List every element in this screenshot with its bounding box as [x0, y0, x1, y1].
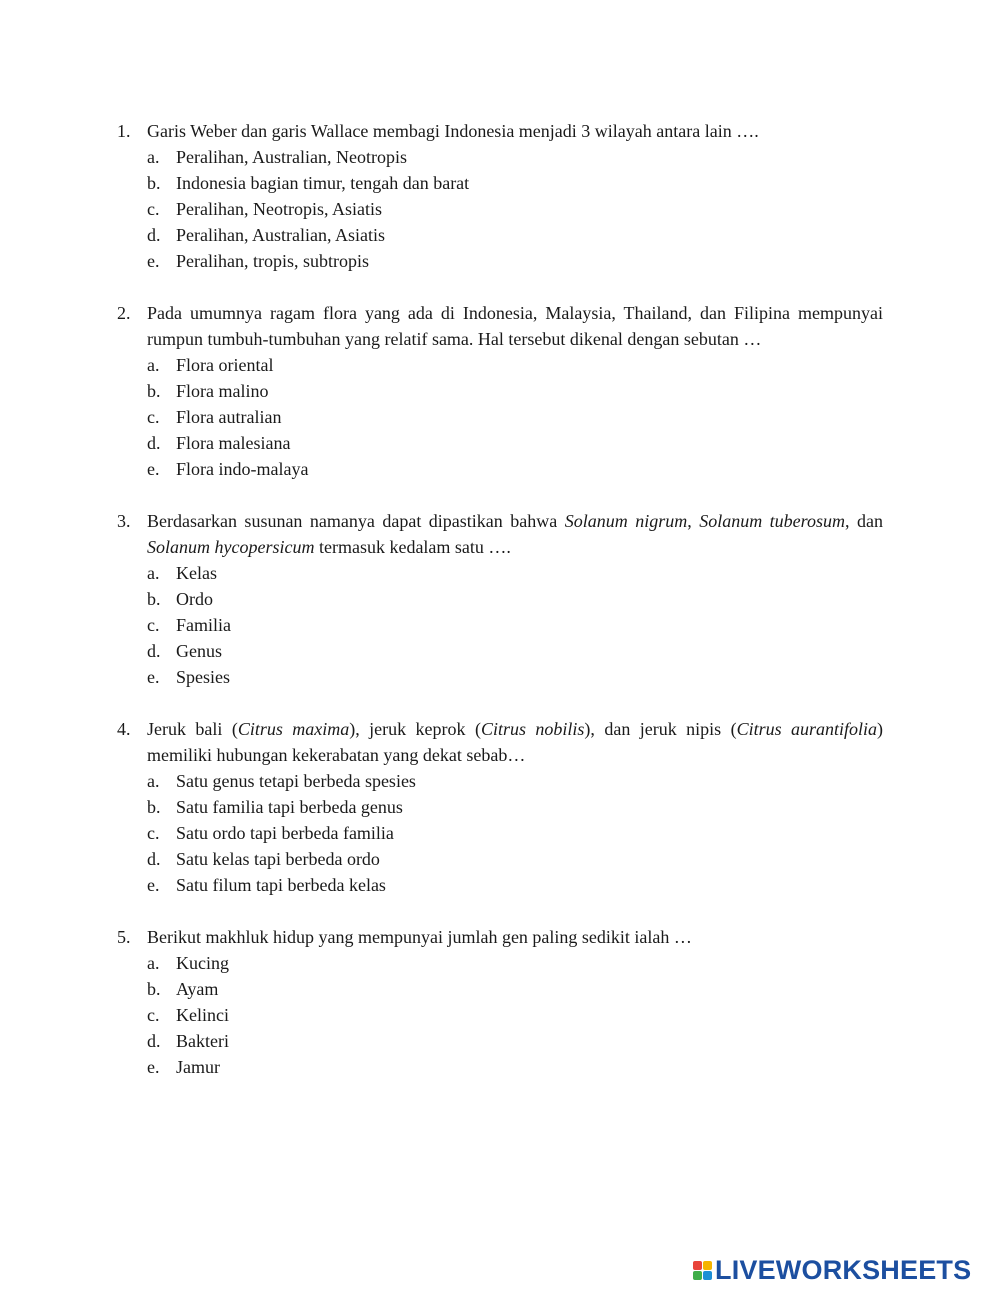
option-text: Ayam: [176, 979, 219, 999]
question-text-part: ,: [687, 511, 700, 531]
answer-options: [117, 560, 883, 690]
logo-text: LIVEWORKSHEETS: [715, 1255, 972, 1285]
option-text: Kelinci: [176, 1005, 229, 1025]
answer-option[interactable]: [117, 872, 883, 898]
question-row: [117, 300, 883, 352]
question-text: [147, 716, 883, 768]
answer-option[interactable]: [117, 456, 883, 482]
answer-option[interactable]: [117, 586, 883, 612]
answer-option[interactable]: [117, 170, 883, 196]
liveworksheets-logo: [693, 1257, 971, 1283]
answer-option[interactable]: [117, 950, 883, 976]
option-text: Flora oriental: [176, 355, 274, 375]
option-letter: b.: [147, 979, 161, 999]
option-letter: e.: [147, 459, 160, 479]
option-text: Spesies: [176, 667, 230, 687]
question-row: [117, 924, 883, 950]
answer-options: [117, 144, 883, 274]
question-number: 3.: [117, 511, 131, 531]
option-text: Satu familia tapi berbeda genus: [176, 797, 403, 817]
answer-option[interactable]: [117, 846, 883, 872]
answer-options: [117, 768, 883, 898]
answer-option[interactable]: [117, 1054, 883, 1080]
answer-option[interactable]: [117, 430, 883, 456]
question-text-italic: Citrus maxima: [237, 719, 350, 739]
answer-options: [117, 950, 883, 1080]
question-text-part: Pada umumnya ragam flora yang ada di Indonesia, Malaysia, Thailand, dan Filipina mempunyai rumpun tumbuh-tumbuhan yang relatif sama. Hal tersebut dikenal dengan sebutan …: [147, 303, 883, 349]
logo-mark-icon: [693, 1261, 712, 1280]
question-number: 2.: [117, 303, 131, 323]
option-text: Ordo: [176, 589, 213, 609]
option-text: Jamur: [176, 1057, 220, 1077]
answer-option[interactable]: [117, 144, 883, 170]
option-letter: b.: [147, 173, 161, 193]
option-letter: b.: [147, 589, 161, 609]
question-text-part: ) memiliki hubungan kekerabatan yang dekat sebab…: [147, 719, 884, 765]
option-letter: c.: [147, 1005, 160, 1025]
answer-options: [117, 352, 883, 482]
answer-option[interactable]: [117, 768, 883, 794]
question-text-part: , dan: [845, 511, 883, 531]
option-text: Bakteri: [176, 1031, 229, 1051]
answer-option[interactable]: [117, 222, 883, 248]
answer-option[interactable]: [117, 352, 883, 378]
option-text: Flora autralian: [176, 407, 282, 427]
option-letter: a.: [147, 355, 160, 375]
question-4: [117, 716, 883, 898]
answer-option[interactable]: [117, 1028, 883, 1054]
option-text: Familia: [176, 615, 231, 635]
option-text: Peralihan, Australian, Neotropis: [176, 147, 407, 167]
answer-option[interactable]: [117, 664, 883, 690]
question-text-part: Berikut makhluk hidup yang mempunyai jumlah gen paling sedikit ialah …: [147, 927, 692, 947]
question-5: [117, 924, 883, 1080]
answer-option[interactable]: [117, 612, 883, 638]
question-text: [147, 924, 883, 950]
question-row: [117, 716, 883, 768]
option-letter: a.: [147, 147, 160, 167]
question-text: [147, 300, 883, 352]
option-letter: b.: [147, 797, 161, 817]
question-number: 1.: [117, 121, 131, 141]
question-3: [117, 508, 883, 690]
logo-square: [693, 1261, 702, 1270]
question-text: [147, 508, 883, 560]
option-text: Flora indo-malaya: [176, 459, 309, 479]
question-text-part: ), jeruk keprok (: [349, 719, 481, 739]
option-text: Kelas: [176, 563, 217, 583]
option-text: Peralihan, Australian, Asiatis: [176, 225, 385, 245]
option-letter: a.: [147, 771, 160, 791]
option-text: Genus: [176, 641, 222, 661]
question-text-part: Garis Weber dan garis Wallace membagi Indonesia menjadi 3 wilayah antara lain ….: [147, 121, 759, 141]
option-letter: d.: [147, 641, 161, 661]
option-letter: d.: [147, 225, 161, 245]
answer-option[interactable]: [117, 196, 883, 222]
option-letter: a.: [147, 563, 160, 583]
answer-option[interactable]: [117, 248, 883, 274]
option-letter: e.: [147, 667, 160, 687]
question-text-italic: Citrus aurantifolia: [736, 719, 878, 739]
option-letter: d.: [147, 849, 161, 869]
option-text: Peralihan, tropis, subtropis: [176, 251, 369, 271]
question-text-part: Jeruk bali (: [147, 719, 238, 739]
option-letter: d.: [147, 1031, 161, 1051]
question-row: [117, 118, 883, 144]
logo-square: [693, 1271, 702, 1280]
option-letter: c.: [147, 615, 160, 635]
answer-option[interactable]: [117, 378, 883, 404]
option-text: Peralihan, Neotropis, Asiatis: [176, 199, 382, 219]
question-text-italic: Citrus nobilis: [480, 719, 585, 739]
question-text-italic: Solanum hycopersicum: [147, 537, 315, 557]
question-list: [117, 118, 883, 1106]
option-text: Satu filum tapi berbeda kelas: [176, 875, 386, 895]
logo-square: [703, 1261, 712, 1270]
question-number: 5.: [117, 927, 131, 947]
option-letter: e.: [147, 251, 160, 271]
question-text-part: Berdasarkan susunan namanya dapat dipastikan bahwa: [147, 511, 565, 531]
answer-option[interactable]: [117, 820, 883, 846]
answer-option[interactable]: [117, 976, 883, 1002]
option-letter: c.: [147, 823, 160, 843]
question-1: [117, 118, 883, 274]
option-text: Indonesia bagian timur, tengah dan barat: [176, 173, 470, 193]
option-letter: d.: [147, 433, 161, 453]
question-text-italic: Solanum nigrum: [564, 511, 688, 531]
option-letter: b.: [147, 381, 161, 401]
option-text: Kucing: [176, 953, 229, 973]
question-text-italic: Solanum tuberosum: [699, 511, 846, 531]
answer-option[interactable]: [117, 404, 883, 430]
option-text: Flora malesiana: [176, 433, 291, 453]
option-text: Satu ordo tapi berbeda familia: [176, 823, 394, 843]
option-letter: e.: [147, 875, 160, 895]
answer-option[interactable]: [117, 1002, 883, 1028]
answer-option[interactable]: [117, 560, 883, 586]
question-row: [117, 508, 883, 560]
question-number: 4.: [117, 719, 131, 739]
question-2: [117, 300, 883, 482]
answer-option[interactable]: [117, 638, 883, 664]
option-text: Satu kelas tapi berbeda ordo: [176, 849, 380, 869]
question-text: [147, 118, 883, 144]
question-text-part: ), dan jeruk nipis (: [584, 719, 737, 739]
option-text: Flora malino: [176, 381, 269, 401]
logo-square: [703, 1271, 712, 1280]
option-letter: c.: [147, 199, 160, 219]
option-letter: a.: [147, 953, 160, 973]
option-letter: e.: [147, 1057, 160, 1077]
answer-option[interactable]: [117, 794, 883, 820]
option-text: Satu genus tetapi berbeda spesies: [176, 771, 416, 791]
option-letter: c.: [147, 407, 160, 427]
question-text-part: termasuk kedalam satu ….: [314, 537, 511, 557]
